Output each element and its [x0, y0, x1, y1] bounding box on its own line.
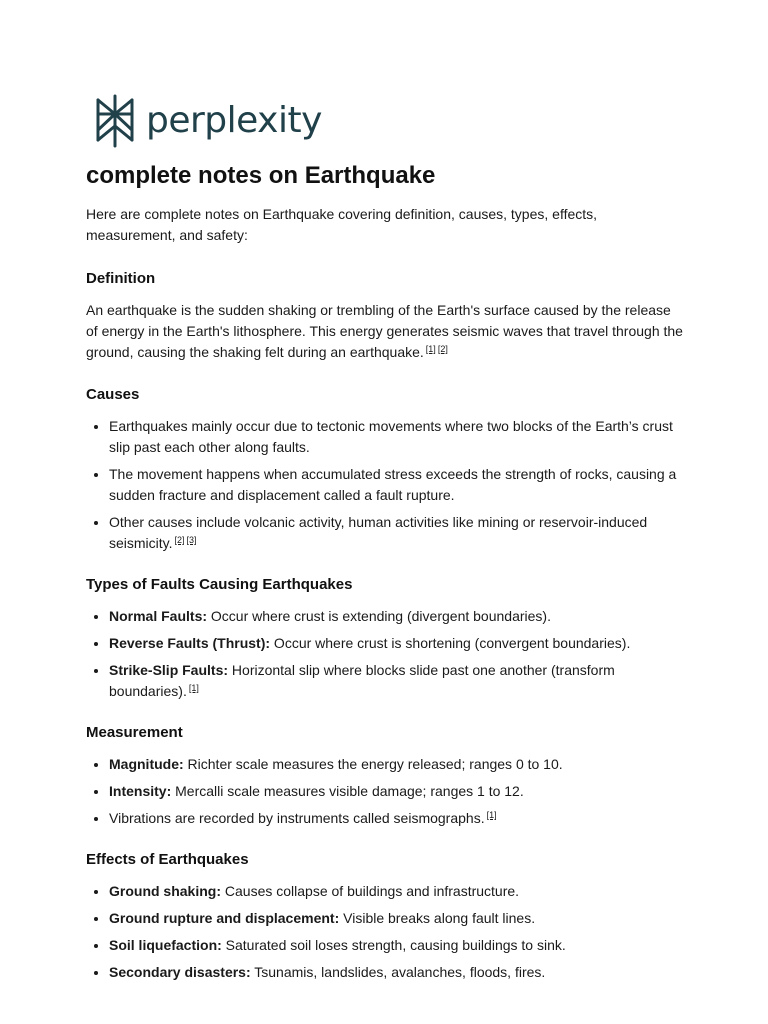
citation-link[interactable]: [1]: [188, 683, 199, 693]
citations: [189, 683, 201, 693]
citation-link[interactable]: [1]: [486, 810, 497, 820]
list-item: [109, 660, 686, 702]
list-item-text: Occur where crust is extending (divergent boundaries).: [207, 608, 551, 624]
intro-paragraph: Here are complete notes on Earthquake covering definition, causes, types, effects, measurement, and safety:: [86, 206, 598, 243]
citations: [487, 810, 499, 820]
list-item: [109, 808, 686, 829]
list-item-term: Magnitude:: [109, 756, 184, 772]
list-item-text: Saturated soil loses strength, causing buildings to sink.: [221, 937, 566, 953]
list-item-term: Ground shaking:: [109, 883, 221, 899]
definition-text: An earthquake is the sudden shaking or trembling of the Earth's surface caused by the release of energy in the Earth's lithosphere. This energy generates seismic waves that travel through the ground, causing the shaking felt during an earthquake.: [86, 302, 683, 360]
list-item-text: Tsunamis, landslides, avalanches, floods, fires.: [250, 964, 546, 980]
list-item-text: Horizontal slip where blocks slide past one another (transform boundaries).: [109, 662, 615, 699]
list-item-text: Causes collapse of buildings and infrastructure.: [221, 883, 520, 899]
definition-heading: Definition: [86, 270, 156, 287]
list-item: [109, 962, 686, 983]
causes-heading: Causes: [86, 386, 140, 403]
list-item-text: Richter scale measures the energy released; ranges 0 to 10.: [183, 756, 563, 772]
citations: [175, 535, 199, 545]
list-item: [109, 464, 686, 506]
list-item: [109, 908, 686, 929]
logo-wordmark: perplexity: [146, 100, 322, 141]
list-item: [109, 512, 686, 554]
page-title: complete notes on Earthquake: [86, 162, 436, 189]
list-item-text: Vibrations are recorded by instruments called seismographs.: [109, 810, 485, 826]
list-item-text: Visible breaks along fault lines.: [339, 910, 536, 926]
effects-list: [86, 881, 686, 983]
list-item: [109, 633, 686, 654]
perplexity-logo: [94, 94, 322, 148]
list-item-text: Occur where crust is shortening (convergent boundaries).: [270, 635, 631, 651]
definition-paragraph: [86, 300, 686, 363]
list-item: [109, 781, 686, 802]
citation-link[interactable]: [1]: [425, 344, 436, 354]
perplexity-logo-icon: [94, 94, 136, 148]
list-item-term: Soil liquefaction:: [109, 937, 222, 953]
list-item-text: Other causes include volcanic activity, human activities like mining or reservoir-induced seismicity.: [109, 514, 648, 551]
list-item: [109, 881, 686, 902]
list-item-term: Strike-Slip Faults:: [109, 662, 229, 678]
citation-link[interactable]: [3]: [186, 535, 197, 545]
definition-citations: [426, 344, 450, 354]
list-item: [109, 935, 686, 956]
causes-list: [86, 416, 686, 554]
effects-heading: Effects of Earthquakes: [86, 851, 249, 868]
fault-types-list: [86, 606, 686, 702]
list-item: [109, 606, 686, 627]
list-item-text: Earthquakes mainly occur due to tectonic movements where two blocks of the Earth’s crust slip past each other along faults.: [109, 418, 673, 455]
list-item: [109, 754, 686, 775]
list-item-term: Intensity:: [109, 783, 172, 799]
citation-link[interactable]: [2]: [437, 344, 448, 354]
list-item-term: Reverse Faults (Thrust):: [109, 635, 271, 651]
measurement-list: [86, 754, 686, 829]
list-item-text: Mercalli scale measures visible damage; ranges 1 to 12.: [171, 783, 524, 799]
fault-types-heading: Types of Faults Causing Earthquakes: [86, 576, 353, 593]
list-item-term: Ground rupture and displacement:: [109, 910, 340, 926]
list-item-term: Secondary disasters:: [109, 964, 251, 980]
list-item-term: Normal Faults:: [109, 608, 208, 624]
list-item-text: The movement happens when accumulated stress exceeds the strength of rocks, causing a sudden fracture and displacement called a fault rupture.: [109, 466, 677, 503]
document-content: [86, 204, 686, 1003]
list-item: [109, 416, 686, 458]
citation-link[interactable]: [2]: [174, 535, 185, 545]
measurement-heading: Measurement: [86, 724, 183, 741]
